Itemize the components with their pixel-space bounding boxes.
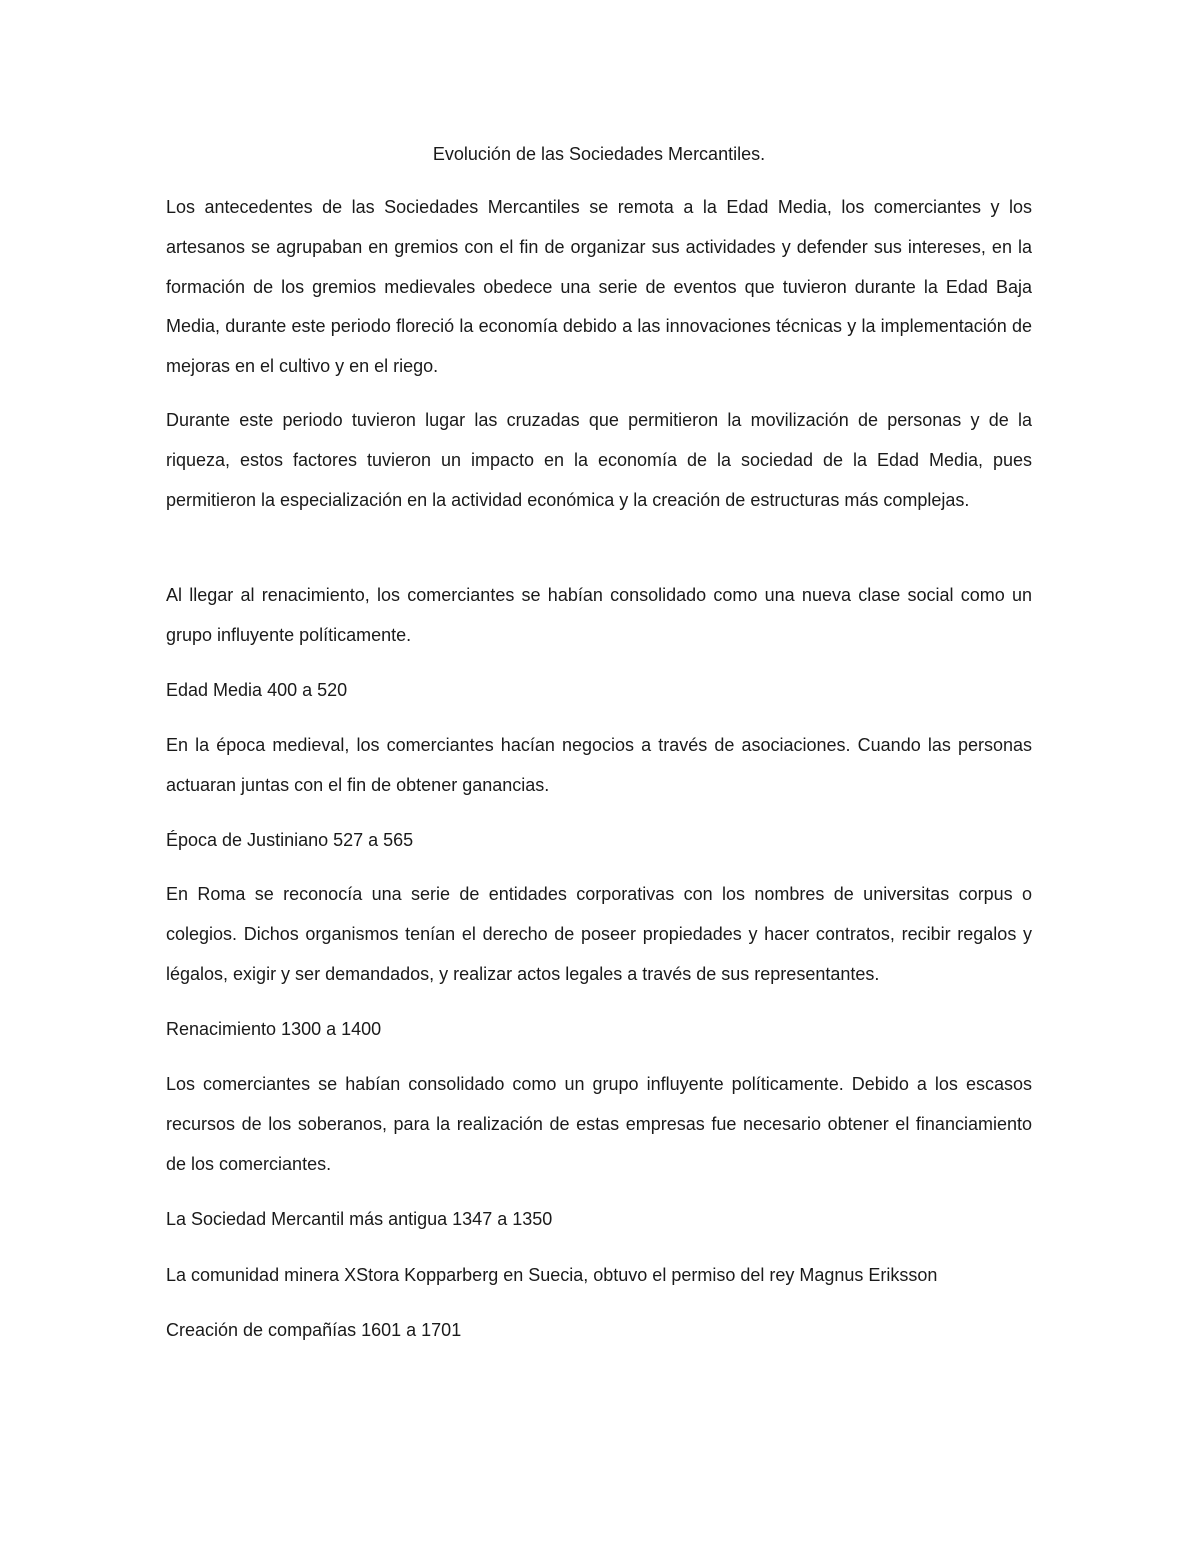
- paragraph-stora-kopparberg: La comunidad minera XStora Kopparberg en Suecia, obtuvo el permiso del rey Magnus Eriksson: [166, 1265, 938, 1285]
- paragraph-renacimiento-intro: Al llegar al renacimiento, los comerciantes se habían consolidado como una nueva clase social como un grupo influyente políticamente.: [166, 585, 1032, 645]
- paragraph-antecedentes: Los antecedentes de las Sociedades Mercantiles se remota a la Edad Media, los comerciantes y los artesanos se agrupaban en gremios con el fin de organizar sus actividades y defender sus intereses, en la formación de los gremios medievales obedece una serie de eventos que tuvieron durante la Edad Baja Media, durante este periodo floreció la economía debido a las innovaciones técnicas y la implementación de mejoras en el cultivo y en el riego.: [166, 197, 1032, 377]
- paragraph-epoca-medieval: En la época medieval, los comerciantes hacían negocios a través de asociaciones. Cuando las personas actuaran juntas con el fin de obtener ganancias.: [166, 735, 1032, 795]
- heading-sociedad-antigua: La Sociedad Mercantil más antigua 1347 a 1350: [166, 1209, 553, 1229]
- heading-edad-media: Edad Media 400 a 520: [166, 680, 348, 700]
- paragraph-cruzadas: Durante este periodo tuvieron lugar las cruzadas que permitieron la movilización de personas y de la riqueza, estos factores tuvieron un impacto en la economía de la sociedad de la Edad Media, pues permitieron la especialización en la actividad económica y la creación de estructuras más complejas.: [166, 410, 1032, 510]
- heading-creacion-companias: Creación de compañías 1601 a 1701: [166, 1320, 462, 1340]
- heading-renacimiento: Renacimiento 1300 a 1400: [166, 1019, 382, 1039]
- document-title: Evolución de las Sociedades Mercantiles.: [432, 144, 766, 164]
- paragraph-comerciantes: Los comerciantes se habían consolidado como un grupo influyente políticamente. Debido a los escasos recursos de los soberanos, para la realización de estas empresas fue necesario obtener el financiamiento de los comerciantes.: [166, 1074, 1032, 1174]
- heading-justiniano: Época de Justiniano 527 a 565: [166, 830, 414, 850]
- paragraph-roma: En Roma se reconocía una serie de entidades corporativas con los nombres de universitas corpus o colegios. Dichos organismos tenían el derecho de poseer propiedades y hacer contratos, recibir regalos y légalos, exigir y ser demandados, y realizar actos legales a través de sus representantes.: [166, 884, 1032, 984]
